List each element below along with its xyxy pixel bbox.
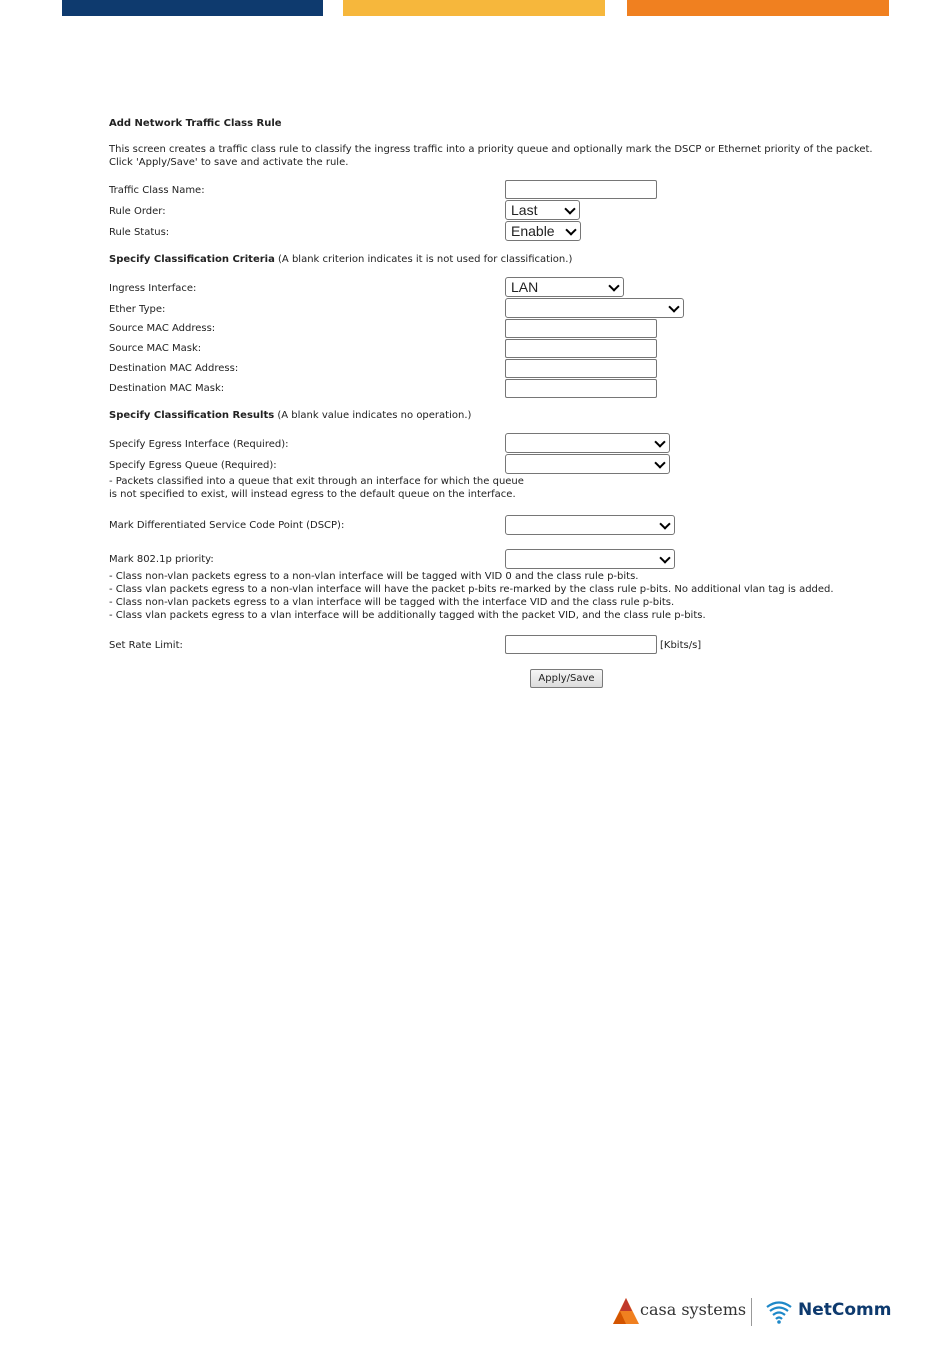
p-bits-note-3: - Class non-vlan packets egress to a vlan interface will be tagged with the interface VID and the class rule p-bits. bbox=[109, 597, 675, 608]
rule-status-label: Rule Status: bbox=[109, 227, 170, 238]
ingress-interface-label: Ingress Interface: bbox=[109, 283, 197, 294]
rule-status-value: Enable bbox=[511, 223, 555, 239]
dscp-label: Mark Differentiated Service Code Point (DSCP): bbox=[109, 520, 345, 531]
p-bits-note-1: - Class non-vlan packets egress to a non-vlan interface will be tagged with VID 0 and the class rule p-bits. bbox=[109, 571, 639, 582]
traffic-class-name-label: Traffic Class Name: bbox=[109, 185, 205, 196]
intro-line-2: Click 'Apply/Save' to save and activate the rule. bbox=[109, 157, 349, 168]
chevron-down-icon bbox=[565, 224, 576, 235]
source-mac-mask-label: Source MAC Mask: bbox=[109, 343, 202, 354]
page-title: Add Network Traffic Class Rule bbox=[109, 118, 282, 129]
criteria-note: (A blank criterion indicates it is not used for classification.) bbox=[278, 254, 573, 265]
egress-interface-select[interactable] bbox=[505, 433, 670, 453]
destination-mac-address-label: Destination MAC Address: bbox=[109, 363, 239, 374]
intro-line-1: This screen creates a traffic class rule to classify the ingress traffic into a priority queue and optionally mark the DSCP or Ethernet priority of the packet. bbox=[109, 144, 873, 155]
results-note: (A blank value indicates no operation.) bbox=[277, 410, 472, 421]
egress-queue-select[interactable] bbox=[505, 454, 670, 474]
queue-note-line-2: is not specified to exist, will instead egress to the default queue on the interface. bbox=[109, 489, 516, 500]
header-bar-orange bbox=[627, 0, 889, 16]
rule-order-value: Last bbox=[511, 202, 538, 218]
source-mac-address-label: Source MAC Address: bbox=[109, 323, 216, 334]
header-bar-navy bbox=[62, 0, 323, 16]
queue-note-line-1: - Packets classified into a queue that exit through an interface for which the queue bbox=[109, 476, 524, 487]
source-mac-address-input[interactable] bbox=[505, 319, 657, 338]
destination-mac-address-input[interactable] bbox=[505, 359, 657, 378]
dscp-select[interactable] bbox=[505, 515, 675, 535]
destination-mac-mask-input[interactable] bbox=[505, 379, 657, 398]
criteria-heading: Specify Classification Criteria bbox=[109, 254, 275, 265]
chevron-down-icon bbox=[608, 280, 619, 291]
egress-interface-label: Specify Egress Interface (Required): bbox=[109, 439, 289, 450]
rule-status-select[interactable] bbox=[505, 221, 581, 241]
chevron-down-icon bbox=[659, 552, 670, 563]
traffic-class-name-input[interactable] bbox=[505, 180, 657, 199]
chevron-down-icon bbox=[564, 203, 575, 214]
p-bits-note-4: - Class vlan packets egress to a vlan interface will be additionally tagged with the packet VID, and the class rule p-bits. bbox=[109, 610, 706, 621]
source-mac-mask-input[interactable] bbox=[505, 339, 657, 358]
ether-type-label: Ether Type: bbox=[109, 304, 166, 315]
casa-systems-logo-icon bbox=[612, 1297, 640, 1325]
chevron-down-icon bbox=[659, 518, 670, 529]
rate-limit-unit: [Kbits/s] bbox=[660, 640, 702, 651]
casa-systems-wordmark: casa systems bbox=[640, 1300, 747, 1319]
chevron-down-icon bbox=[654, 436, 665, 447]
results-heading-line bbox=[109, 409, 471, 422]
rate-limit-label: Set Rate Limit: bbox=[109, 640, 183, 651]
rule-order-select[interactable] bbox=[505, 200, 580, 220]
ingress-interface-select[interactable] bbox=[505, 277, 624, 297]
ether-type-select[interactable] bbox=[505, 298, 684, 318]
rate-limit-input[interactable] bbox=[505, 635, 657, 654]
chevron-down-icon bbox=[668, 301, 679, 312]
netcomm-wordmark: NetComm bbox=[798, 1300, 892, 1320]
8021p-priority-select[interactable] bbox=[505, 549, 675, 569]
footer-divider bbox=[751, 1298, 752, 1326]
rule-order-label: Rule Order: bbox=[109, 206, 166, 217]
apply-save-button[interactable]: Apply/Save bbox=[530, 669, 603, 688]
header-bar-yellow bbox=[343, 0, 605, 16]
egress-queue-label: Specify Egress Queue (Required): bbox=[109, 460, 277, 471]
results-heading: Specify Classification Results bbox=[109, 410, 275, 421]
8021p-priority-label: Mark 802.1p priority: bbox=[109, 554, 214, 565]
ingress-interface-value: LAN bbox=[511, 279, 539, 295]
criteria-heading-line bbox=[109, 253, 572, 266]
chevron-down-icon bbox=[654, 457, 665, 468]
netcomm-logo-icon bbox=[764, 1297, 794, 1325]
p-bits-note-2: - Class vlan packets egress to a non-vlan interface will have the packet p-bits re-marked by the class rule p-bits. No additional vlan tag is added. bbox=[109, 584, 834, 595]
destination-mac-mask-label: Destination MAC Mask: bbox=[109, 383, 225, 394]
